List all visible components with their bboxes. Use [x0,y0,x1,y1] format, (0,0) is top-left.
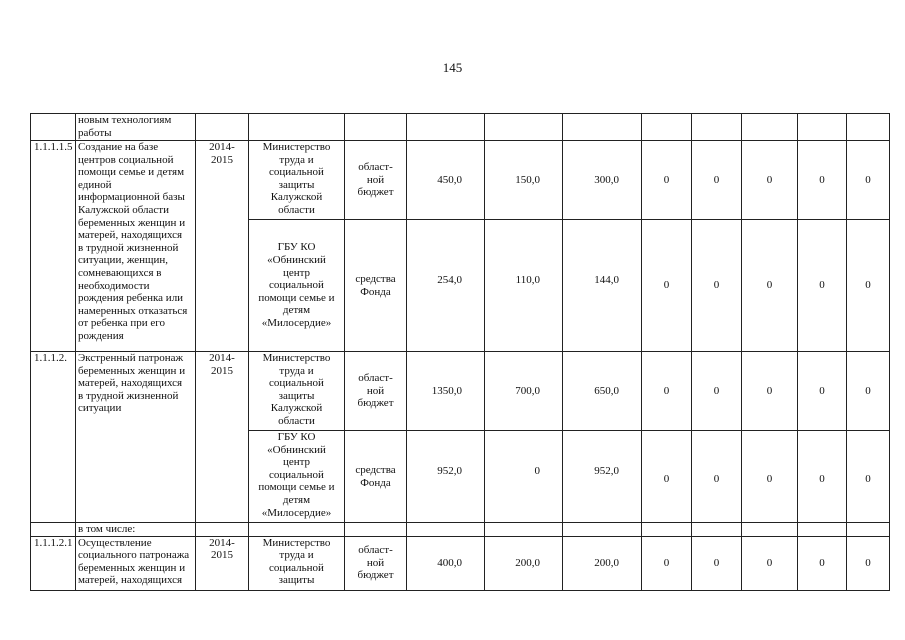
cell-total: 254,0 [407,220,485,352]
cell-executor: Министерство труда и социальной защиты Калужской области [249,352,345,431]
cell-col-2: 0 [692,536,742,590]
cell-source [345,523,407,537]
cell-code [31,114,76,141]
cell-col-5 [847,114,890,141]
cell-executor: Министерство труда и социальной защиты [249,536,345,590]
cell-col-5: 0 [847,141,890,220]
cell-col-2: 0 [692,352,742,431]
cell-col-2 [692,114,742,141]
cell-executor: Министерство труда и социальной защиты Калужской области [249,141,345,220]
cell-source: средства Фонда [345,431,407,523]
cell-source: област- ной бюджет [345,536,407,590]
cell-year-2014: 150,0 [485,141,563,220]
cell-year-2014 [485,114,563,141]
cell-year-2015 [563,523,642,537]
cell-col-1: 0 [642,352,692,431]
cell-source: средства Фонда [345,220,407,352]
table-row [31,536,890,590]
cell-col-1 [642,523,692,537]
cell-col-1: 0 [642,141,692,220]
cell-col-4: 0 [798,431,847,523]
cell-col-4 [798,523,847,537]
cell-code: 1.1.1.1.5 [31,141,76,352]
cell-year-2014: 110,0 [485,220,563,352]
table-row [31,141,890,220]
cell-period [196,114,249,141]
cell-col-4: 0 [798,141,847,220]
cell-col-3 [742,523,798,537]
cell-code [31,523,76,537]
program-activities-table [30,113,890,591]
cell-description: Создание на базе центров социальной помощи семье и детям единой информационной базы Калужской области беременных женщин и матерей, находящихся в трудной жизненной ситуации, женщин, сомневающихся в необходимости рождения ребенка или намеренных отказаться от ребенка при его рождения [76,141,196,352]
cell-total [407,114,485,141]
cell-description: Осуществление социального патронажа беременных женщин и матерей, находящихся [76,536,196,590]
cell-year-2014 [485,523,563,537]
table-row-continuation [31,114,890,141]
cell-col-3 [742,114,798,141]
cell-period: 2014- 2015 [196,352,249,523]
cell-description: новым технологиям работы [76,114,196,141]
cell-source [345,114,407,141]
cell-code: 1.1.1.2.1 [31,536,76,590]
cell-year-2015: 144,0 [563,220,642,352]
cell-col-3: 0 [742,536,798,590]
cell-total: 1350,0 [407,352,485,431]
cell-period: 2014- 2015 [196,141,249,352]
table-row [31,352,890,431]
cell-col-4: 0 [798,536,847,590]
page-number: 145 [442,60,463,75]
cell-executor: ГБУ КО «Обнинский центр социальной помощи семье и детям «Милосердие» [249,220,345,352]
cell-total [407,523,485,537]
cell-col-3: 0 [742,220,798,352]
cell-col-3: 0 [742,431,798,523]
cell-col-2: 0 [692,431,742,523]
cell-col-5 [847,523,890,537]
cell-col-4 [798,114,847,141]
cell-col-5: 0 [847,431,890,523]
table-row-label [31,523,890,537]
cell-col-4: 0 [798,352,847,431]
cell-col-2 [692,523,742,537]
cell-year-2014: 0 [485,431,563,523]
cell-description: Экстренный патронаж беременных женщин и матерей, находящихся в трудной жизненной ситуации [76,352,196,523]
cell-col-1: 0 [642,536,692,590]
cell-col-2: 0 [692,141,742,220]
cell-col-4: 0 [798,220,847,352]
cell-executor [249,523,345,537]
cell-year-2015: 300,0 [563,141,642,220]
cell-total: 450,0 [407,141,485,220]
cell-col-2: 0 [692,220,742,352]
cell-period [196,523,249,537]
cell-executor: ГБУ КО «Обнинский центр социальной помощи семье и детям «Милосердие» [249,431,345,523]
cell-year-2014: 200,0 [485,536,563,590]
cell-col-3: 0 [742,352,798,431]
cell-total: 400,0 [407,536,485,590]
cell-source: област- ной бюджет [345,352,407,431]
cell-description: в том числе: [76,523,196,537]
cell-code: 1.1.1.2. [31,352,76,523]
cell-period: 2014- 2015 [196,536,249,590]
cell-col-3: 0 [742,141,798,220]
cell-col-1: 0 [642,431,692,523]
cell-year-2015 [563,114,642,141]
cell-source: област- ной бюджет [345,141,407,220]
cell-col-1: 0 [642,220,692,352]
cell-col-5: 0 [847,536,890,590]
cell-col-1 [642,114,692,141]
cell-col-5: 0 [847,220,890,352]
cell-executor [249,114,345,141]
cell-col-5: 0 [847,352,890,431]
cell-year-2014: 700,0 [485,352,563,431]
cell-year-2015: 952,0 [563,431,642,523]
cell-total: 952,0 [407,431,485,523]
cell-year-2015: 650,0 [563,352,642,431]
cell-year-2015: 200,0 [563,536,642,590]
